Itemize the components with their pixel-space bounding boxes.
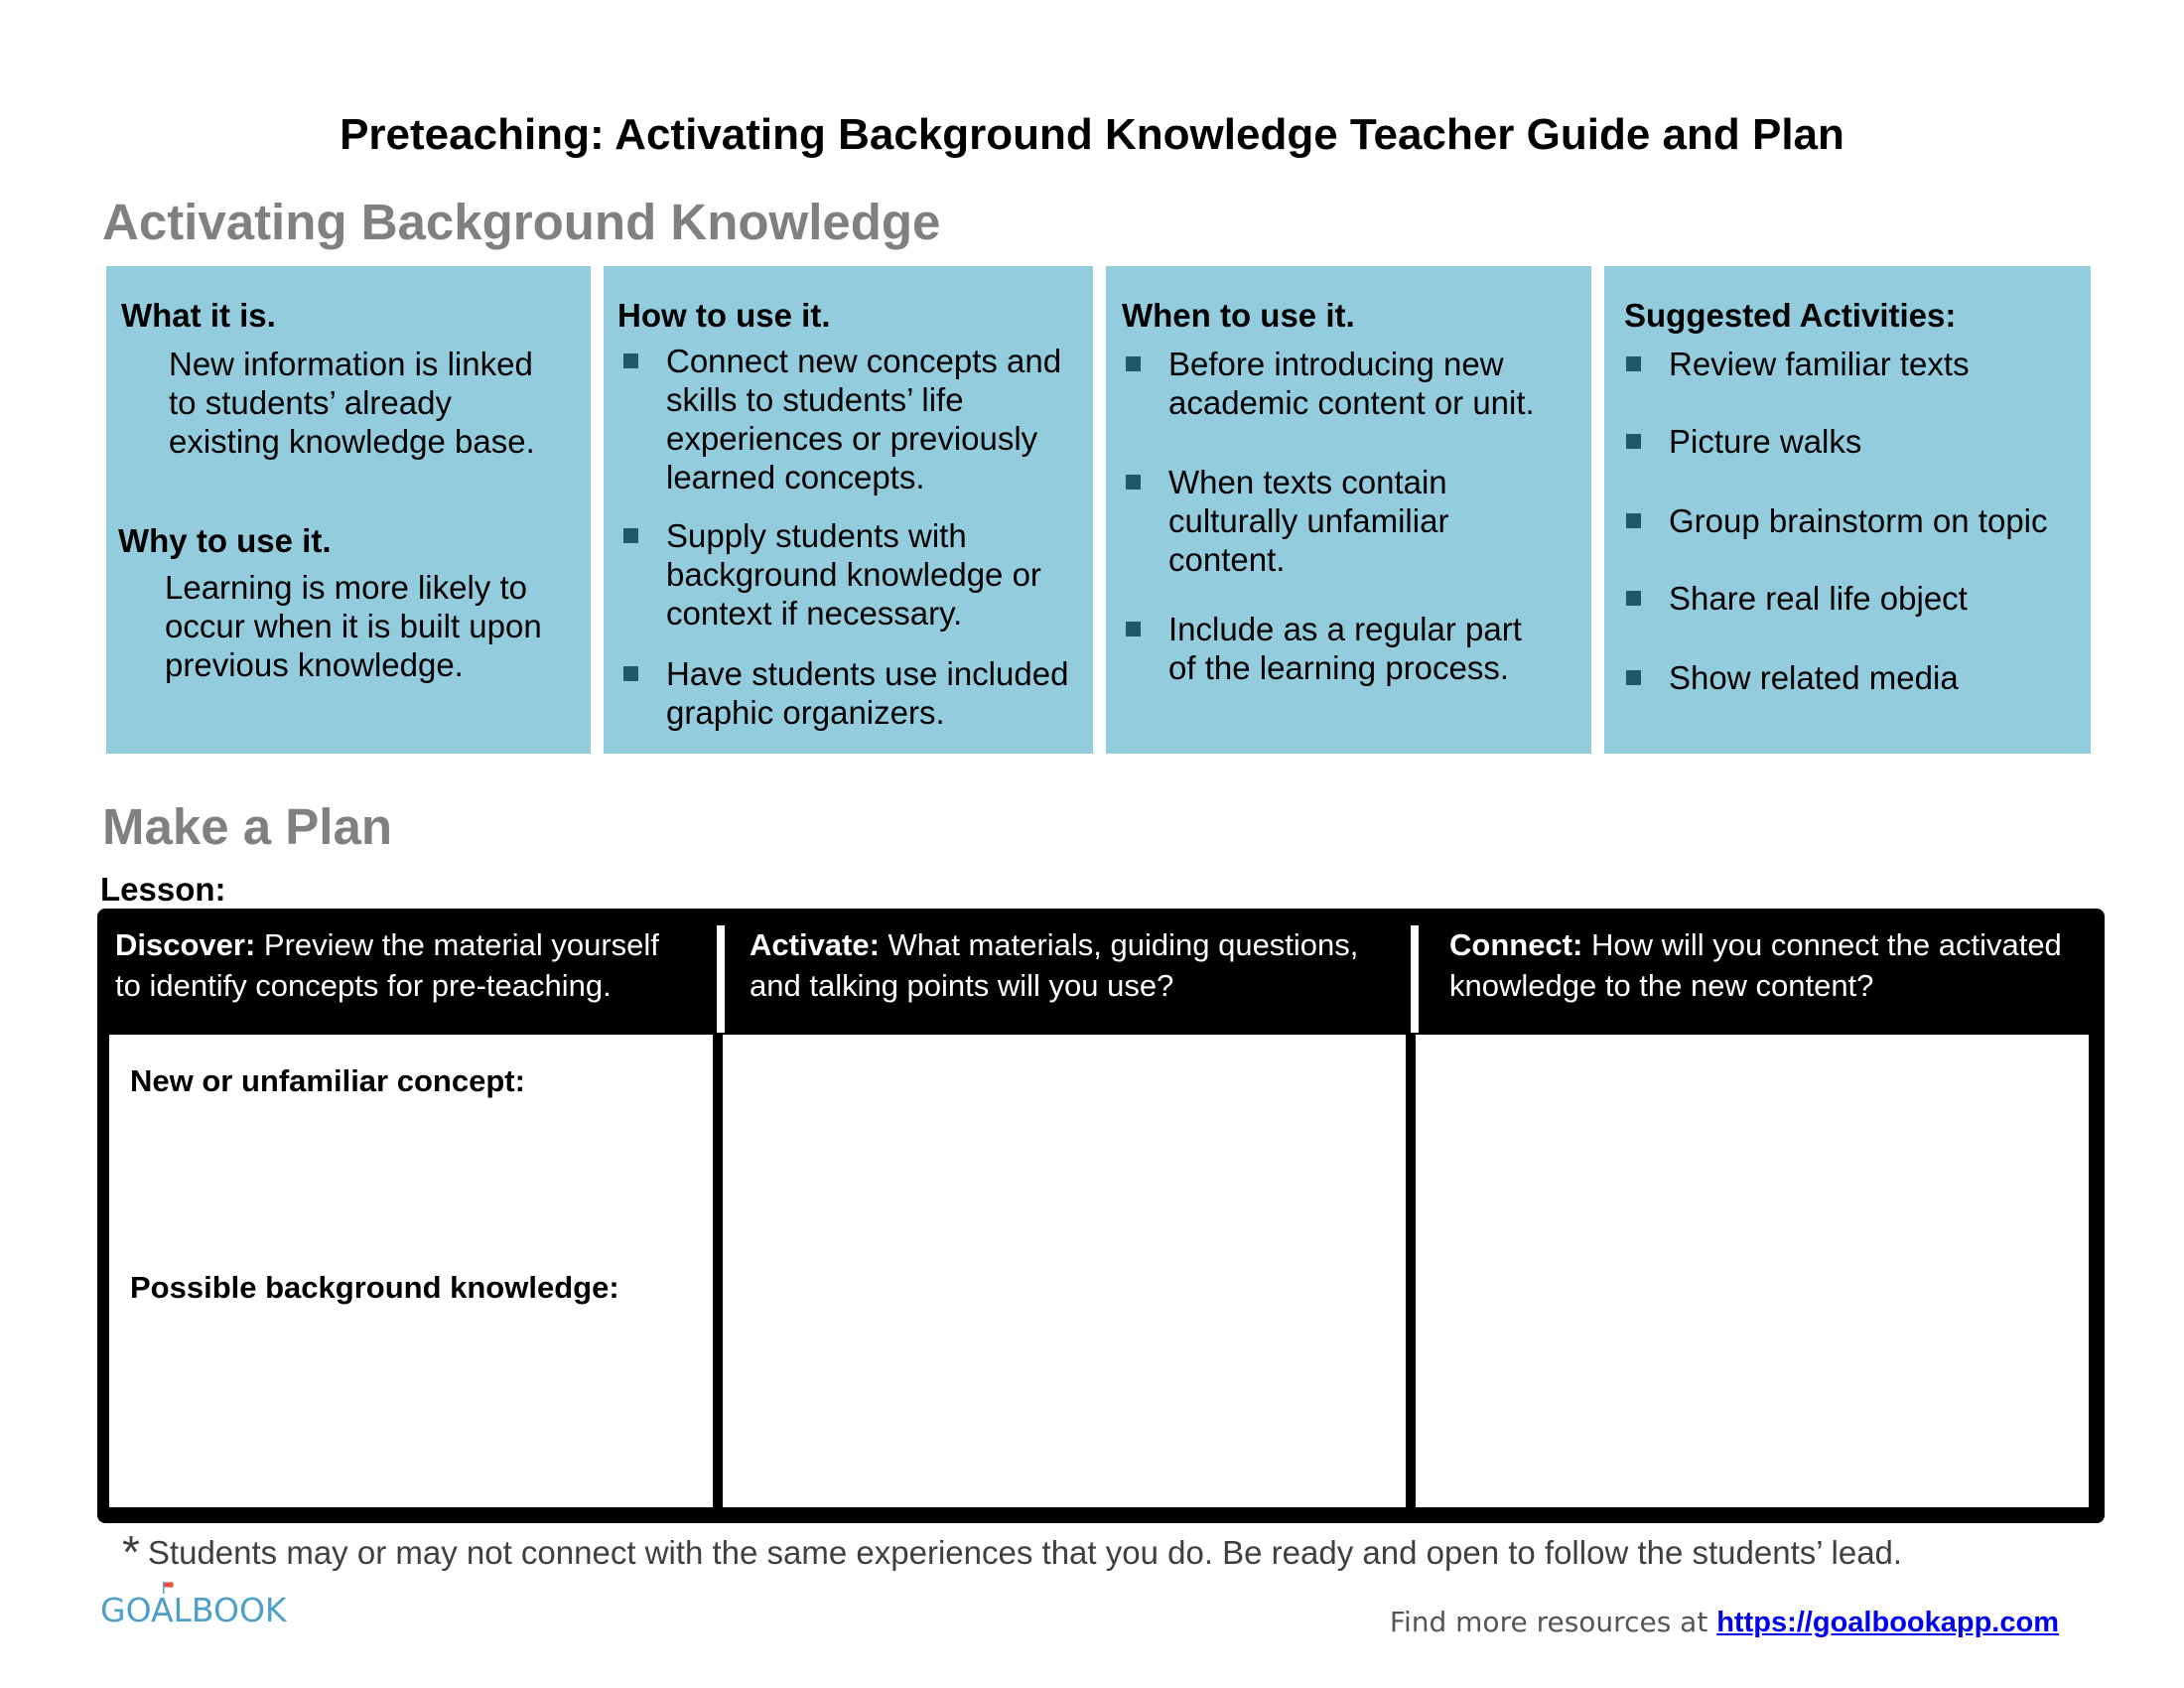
discover-header [115,924,659,1006]
section-heading-make-a-plan: Make a Plan [102,798,392,855]
how-list [615,342,1068,732]
connect-cell[interactable] [1416,1035,2089,1507]
square-bullet-icon [1626,434,1641,449]
footnote [122,1522,1902,1583]
list-item [1618,345,2048,383]
footnote-text: Students may or may not connect with the same experiences that you do. Be ready and open to follow the students’ lead. [147,1534,1903,1571]
why-heading: Why to use it. [118,522,332,559]
list-item-text: Group brainstorm on topic [1669,502,2048,539]
list-item-line: background knowledge or [666,556,1041,593]
discover-text: Preview the material yourself [255,927,659,962]
discover-label: Discover: [115,927,256,962]
activate-text: What materials, guiding questions, [879,927,1359,962]
panel-how-to-use [604,266,1093,754]
what-text [169,345,535,461]
list-item-line: culturally unfamiliar [1168,502,1449,539]
activate-cell[interactable] [723,1035,1406,1507]
list-item [1118,610,1535,687]
resources-footer [1390,1606,2059,1639]
list-item-line: context if necessary. [666,595,963,632]
activities-heading: Suggested Activities: [1624,297,1957,334]
list-item-line: Before introducing new [1168,346,1504,382]
new-concept-label: New or unfamiliar concept: [130,1063,525,1098]
what-text-line: to students’ already [169,384,452,421]
discover-cell[interactable] [109,1035,713,1507]
why-text-line: occur when it is built upon [165,608,542,644]
list-item [1618,658,2048,697]
list-item-line: Have students use included [666,655,1069,692]
plan-table [97,909,2105,1523]
section-heading-activating: Activating Background Knowledge [102,194,941,250]
square-bullet-icon [623,528,638,543]
list-item-line: of the learning process. [1168,649,1510,686]
list-item [615,516,1068,633]
goalbook-logo [100,1582,289,1631]
what-text-line: New information is linked [169,346,533,382]
why-text [165,568,542,684]
lesson-label: Lesson: [100,871,226,908]
list-item-text: Picture walks [1669,423,1862,460]
list-item [1618,579,2048,618]
square-bullet-icon [623,353,638,368]
what-text-line: existing knowledge base. [169,423,535,460]
list-item-line: Include as a regular part [1168,611,1522,647]
list-item-line: academic content or unit. [1168,384,1535,421]
list-item-line: Connect new concepts and [666,343,1062,379]
activate-header [750,924,1358,1006]
list-item-line: Supply students with [666,517,967,554]
square-bullet-icon [623,666,638,681]
connect-text: How will you connect the activated [1582,927,2062,962]
why-text-line: previous knowledge. [165,646,464,683]
panel-when-to-use [1106,266,1591,754]
activate-text: and talking points will you use? [750,968,1174,1003]
panel-suggested-activities [1604,266,2091,754]
list-item-text: Show related media [1669,659,1959,696]
background-knowledge-label: Possible background knowledge: [130,1270,619,1305]
square-bullet-icon [1126,356,1141,371]
list-item-line: skills to students’ life [666,381,964,418]
list-item-line: When texts contain [1168,464,1447,500]
what-heading: What it is. [121,297,276,334]
activities-list [1618,345,2048,697]
when-heading: When to use it. [1122,297,1355,334]
header-divider [1411,925,1419,1033]
list-item [1618,501,2048,540]
how-heading: How to use it. [617,297,831,334]
square-bullet-icon [1626,356,1641,371]
connect-header [1449,924,2062,1006]
square-bullet-icon [1126,622,1141,636]
square-bullet-icon [1126,475,1141,490]
activate-label: Activate: [750,927,880,962]
list-item-line: content. [1168,541,1286,578]
panel-what-it-is [106,266,591,754]
connect-text: knowledge to the new content? [1449,968,1874,1003]
resources-prefix: Find more resources at [1389,1606,1717,1638]
list-item-line: learned concepts. [666,459,925,495]
header-divider [717,925,725,1033]
square-bullet-icon [1626,670,1641,685]
list-item [615,342,1068,496]
square-bullet-icon [1626,591,1641,606]
why-text-line: Learning is more likely to [165,569,527,606]
list-item [615,654,1068,732]
asterisk-icon: * [122,1526,140,1578]
list-item-line: experiences or previously [666,420,1038,457]
document-title: Preteaching: Activating Background Knowledge Teacher Guide and Plan [340,110,1844,159]
list-item-line: graphic organizers. [666,694,945,731]
list-item-text: Review familiar texts [1669,346,1970,382]
discover-text: to identify concepts for pre-teaching. [115,968,612,1003]
list-item [1118,463,1535,579]
square-bullet-icon [1626,513,1641,528]
list-item [1118,345,1535,422]
logo-text: GOALBOOK [100,1591,287,1629]
goalbook-link[interactable]: https://goalbookapp.com [1716,1607,2059,1638]
list-item-text: Share real life object [1669,580,1968,617]
when-list [1118,345,1535,687]
connect-label: Connect: [1449,927,1583,962]
list-item [1618,422,2048,461]
